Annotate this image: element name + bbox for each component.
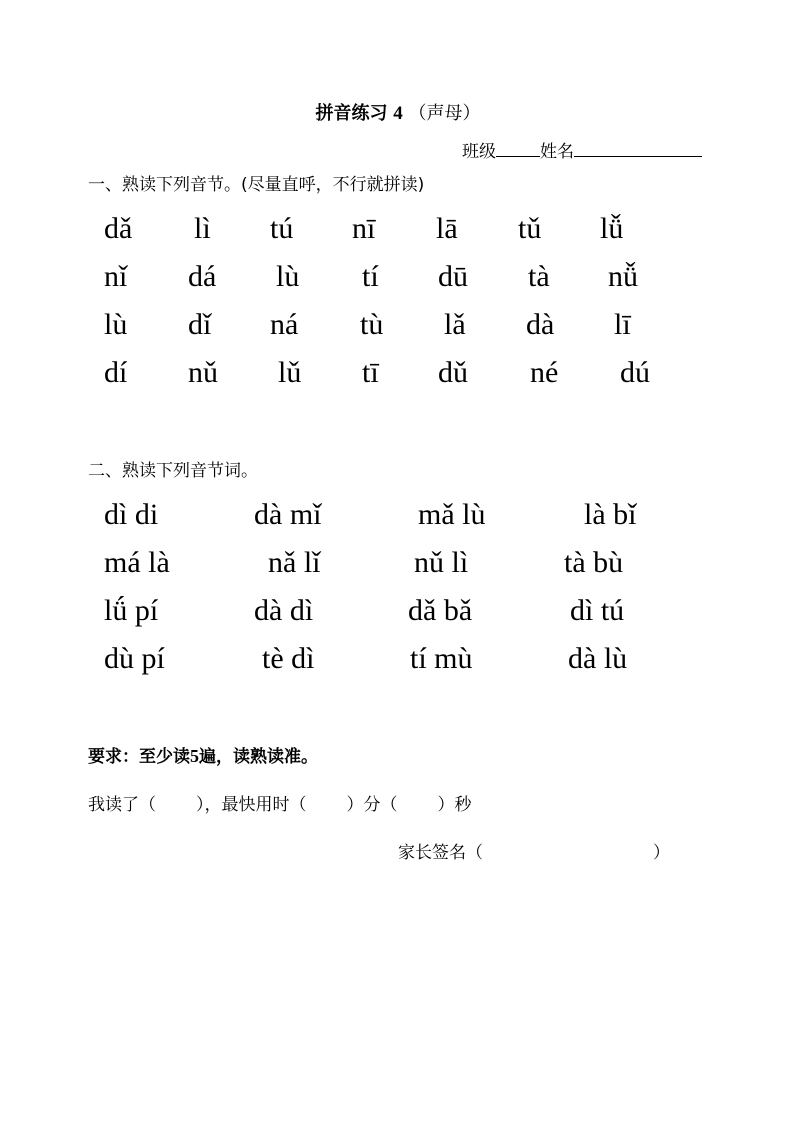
- record-times-label: 我读了（: [88, 795, 156, 815]
- word: dù pí: [104, 642, 165, 675]
- page-title: [0, 99, 796, 125]
- syllable: nī: [352, 212, 376, 245]
- syllable: nǐ: [104, 260, 128, 293]
- syllable: tǔ: [518, 212, 542, 245]
- requirement-suffix: 遍，读熟读准。: [199, 747, 318, 767]
- word: dì tú: [570, 594, 625, 627]
- title-main: 拼音练习: [315, 103, 388, 124]
- syllable: lù: [104, 308, 128, 341]
- word: tí mù: [410, 642, 473, 675]
- syllable: tī: [362, 356, 379, 389]
- word: tè dì: [262, 642, 315, 675]
- class-label: 班级: [462, 142, 496, 162]
- syllable: dí: [104, 356, 128, 389]
- name-label: 姓名: [540, 142, 574, 162]
- record-fastest-label: ），最快用时（: [196, 795, 307, 815]
- syllable: nǔ: [188, 356, 218, 389]
- syllable: tà: [528, 260, 550, 293]
- word: dà mǐ: [254, 498, 322, 531]
- word: nǎ lǐ: [268, 546, 321, 579]
- syllable: dá: [188, 260, 217, 293]
- syllable: lī: [614, 308, 631, 341]
- reading-record: [88, 790, 472, 815]
- syllable: lā: [436, 212, 458, 245]
- signature-label: 家长签名（: [398, 843, 483, 863]
- word: lǘ pí: [104, 594, 159, 627]
- section2-heading: 二、熟读下列音节词。: [88, 461, 258, 481]
- syllable: lǚ: [600, 212, 624, 245]
- word: nǔ lì: [414, 546, 469, 579]
- name-blank[interactable]: [574, 139, 702, 157]
- syllable: dǔ: [438, 356, 468, 389]
- requirement-prefix: 要求：至少读: [88, 747, 190, 767]
- syllable: lǔ: [278, 356, 302, 389]
- syllable: dū: [438, 260, 468, 293]
- section1-heading: 一、熟读下列音节。(尽量直呼，不行就拼读): [88, 175, 425, 195]
- syllable: dà: [526, 308, 555, 341]
- record-minutes-label: ）分（: [346, 795, 398, 815]
- syllable: dú: [620, 356, 650, 389]
- requirement: [88, 742, 318, 767]
- class-blank[interactable]: [496, 139, 540, 157]
- title-paren: （声母）: [408, 103, 481, 124]
- word: mǎ lù: [418, 498, 486, 531]
- syllable: né: [530, 356, 559, 389]
- word: dǎ bǎ: [408, 594, 473, 627]
- syllable: dǎ: [104, 212, 133, 245]
- syllable: tí: [362, 260, 379, 293]
- word: dà lù: [568, 642, 628, 675]
- word: tà bù: [564, 546, 624, 579]
- record-seconds-label: ）秒: [437, 795, 472, 815]
- parent-signature: [398, 838, 670, 863]
- syllable: lǎ: [444, 308, 466, 341]
- syllable: tú: [270, 212, 294, 245]
- syllable: nǚ: [608, 260, 638, 293]
- syllable: dǐ: [188, 308, 212, 341]
- class-name-line: [462, 137, 702, 162]
- syllable: ná: [270, 308, 299, 341]
- signature-close: ）: [653, 843, 670, 863]
- word: má là: [104, 546, 170, 579]
- word: dì di: [104, 498, 159, 531]
- requirement-count: 5: [190, 746, 199, 766]
- syllable: lù: [276, 260, 300, 293]
- title-number: 4: [393, 103, 403, 124]
- syllable: tù: [360, 308, 384, 341]
- word: là bǐ: [584, 498, 637, 531]
- word: dà dì: [254, 594, 314, 627]
- syllable: lì: [194, 212, 211, 245]
